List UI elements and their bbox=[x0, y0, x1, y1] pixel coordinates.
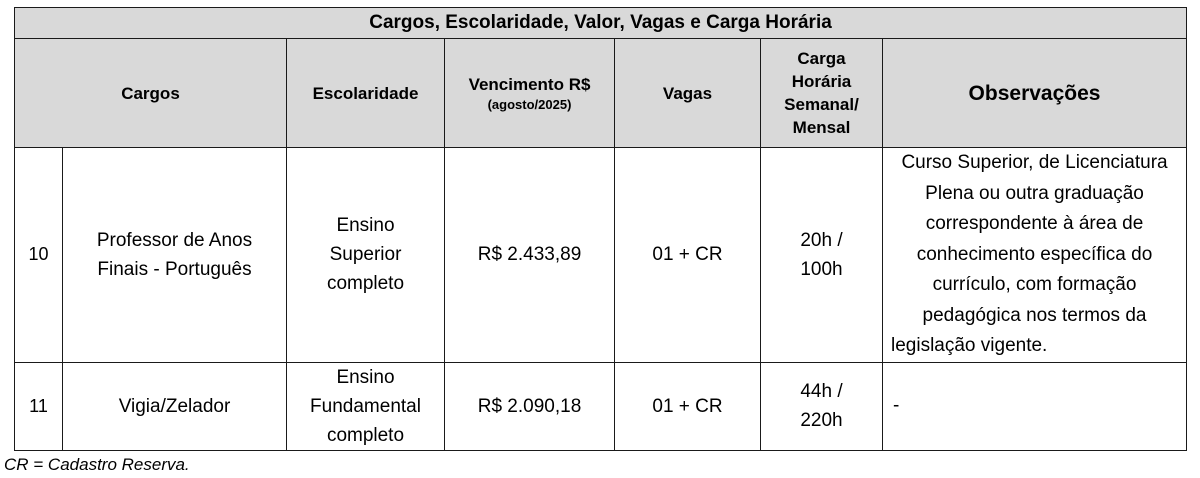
escolaridade-line-3: completo bbox=[326, 424, 405, 446]
header-carga-line-3: Semanal/ bbox=[784, 95, 859, 114]
escolaridade-line-3: completo bbox=[326, 273, 405, 295]
observacoes-cell: - bbox=[883, 362, 1187, 450]
row-number: 11 bbox=[15, 362, 63, 450]
carga-line-2: 220h bbox=[800, 410, 843, 431]
cargo-line-1: Professor de Anos bbox=[96, 229, 253, 251]
header-observacoes: Observações bbox=[883, 39, 1187, 148]
header-escolaridade: Escolaridade bbox=[287, 39, 445, 148]
carga-cell bbox=[761, 148, 883, 363]
carga-line-2: 100h bbox=[800, 258, 843, 280]
table-title: Cargos, Escolaridade, Valor, Vagas e Carga Horária bbox=[15, 8, 1187, 39]
vencimento-cell: R$ 2.433,89 bbox=[445, 148, 615, 363]
header-carga bbox=[761, 39, 883, 148]
header-vencimento bbox=[445, 39, 615, 148]
escolaridade-line-1: Ensino bbox=[336, 215, 395, 237]
escolaridade-line-2: Fundamental bbox=[310, 395, 421, 417]
header-carga-line-2: Horária bbox=[791, 72, 852, 91]
row-number: 10 bbox=[15, 148, 63, 363]
job-table bbox=[14, 7, 1187, 451]
vagas-cell: 01 + CR bbox=[615, 362, 761, 450]
header-vagas: Vagas bbox=[615, 39, 761, 148]
cargo-cell: Vigia/Zelador bbox=[63, 362, 287, 450]
escolaridade-cell bbox=[287, 148, 445, 363]
table-row bbox=[15, 148, 1187, 363]
header-vencimento-sub: (agosto/2025) bbox=[487, 96, 572, 112]
observacoes-cell: Curso Superior, de Licenciatura Plena ou outra graduação correspondente à área de conhecimento específica do currículo, com formação pedagógica nos termos da legislação vigente. bbox=[883, 148, 1187, 363]
carga-line-1: 44h / bbox=[800, 381, 843, 402]
header-carga-line-1: Carga bbox=[797, 49, 846, 68]
header-cargos: Cargos bbox=[15, 39, 287, 148]
header-carga-line-4: Mensal bbox=[792, 118, 851, 137]
header-vencimento-label: Vencimento R$ bbox=[468, 74, 591, 94]
cargo-line-2: Finais - Português bbox=[97, 258, 252, 280]
carga-cell bbox=[761, 362, 883, 450]
vagas-cell: 01 + CR bbox=[615, 148, 761, 363]
vencimento-cell: R$ 2.090,18 bbox=[445, 362, 615, 450]
escolaridade-line-1: Ensino bbox=[336, 366, 395, 388]
carga-line-1: 20h / bbox=[800, 229, 843, 251]
footnote: CR = Cadastro Reserva. bbox=[4, 455, 190, 474]
cargo-cell bbox=[63, 148, 287, 363]
escolaridade-line-2: Superior bbox=[329, 244, 402, 266]
table-row bbox=[15, 362, 1187, 450]
escolaridade-cell bbox=[287, 362, 445, 450]
